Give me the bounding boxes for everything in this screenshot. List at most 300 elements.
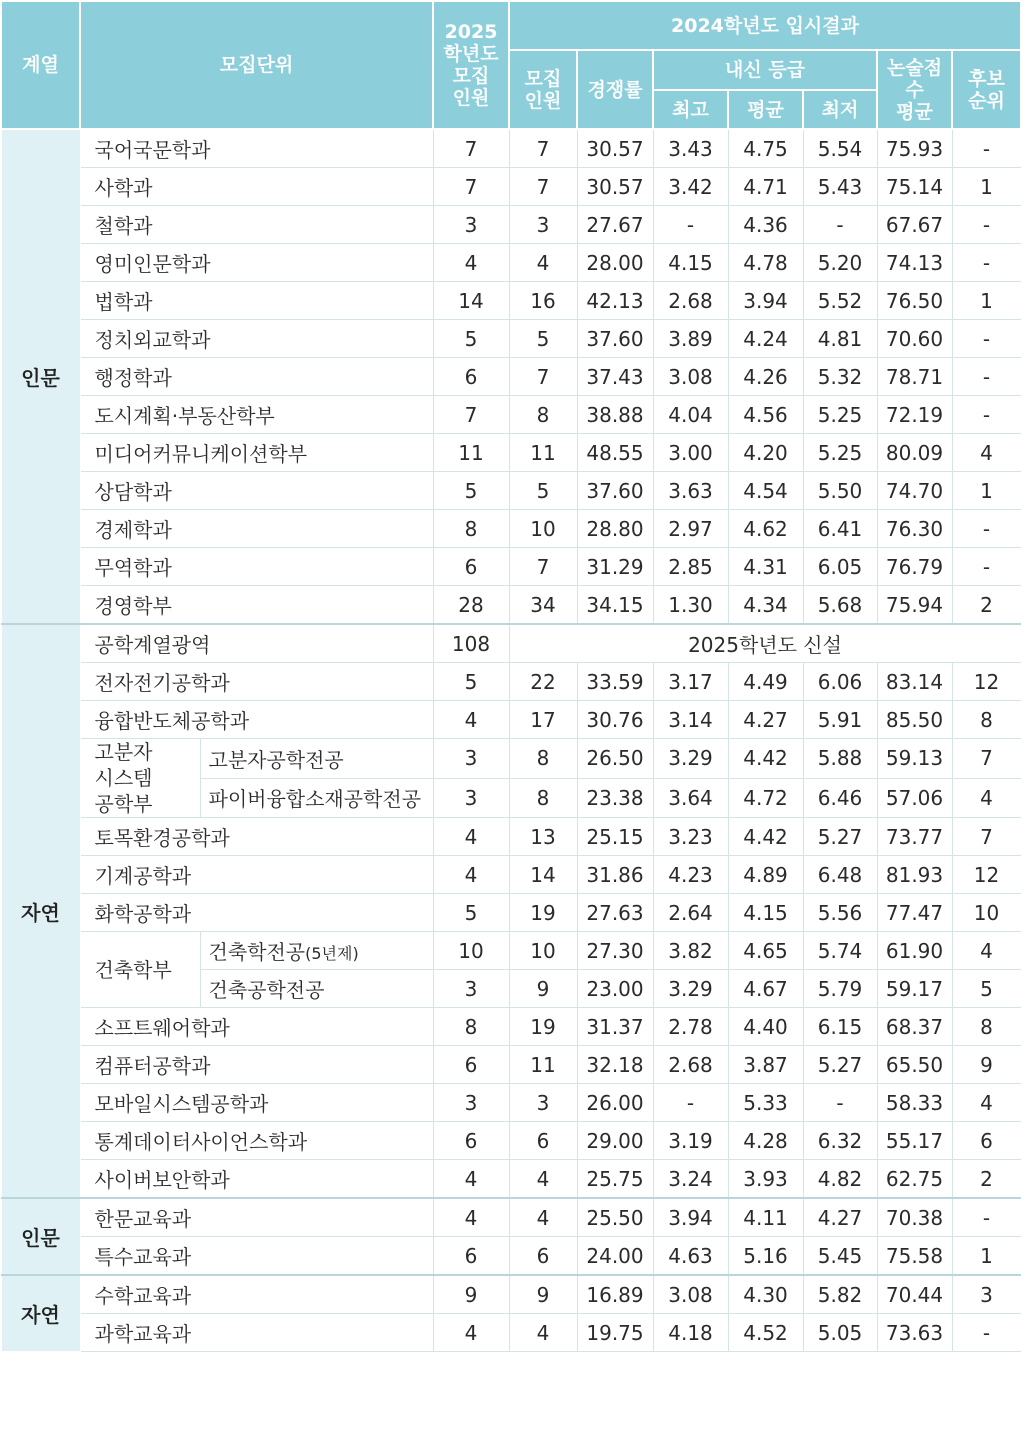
major-cell bbox=[200, 932, 433, 970]
grade-avg-cell: 4.65 bbox=[728, 932, 803, 970]
quota-2025-cell: 3 bbox=[433, 778, 509, 818]
quota-2025-cell: 28 bbox=[433, 586, 509, 625]
grade-max-cell: 3.63 bbox=[653, 472, 728, 510]
grade-max-cell: 3.08 bbox=[653, 1275, 728, 1314]
grade-avg-cell: 4.62 bbox=[728, 510, 803, 548]
unit-cell: 기계공학과 bbox=[80, 856, 433, 894]
header-2024-results: 2024학년도 입시결과 bbox=[509, 1, 1021, 50]
grade-min-cell: 5.56 bbox=[803, 894, 877, 932]
table-row bbox=[1, 1122, 1021, 1160]
grade-max-cell: 2.68 bbox=[653, 282, 728, 320]
grade-max-cell: 3.00 bbox=[653, 434, 728, 472]
grade-avg-cell: 4.42 bbox=[728, 739, 803, 779]
quota-2025-cell: 6 bbox=[433, 1122, 509, 1160]
table-row bbox=[1, 434, 1021, 472]
waitlist-cell: 7 bbox=[952, 739, 1021, 779]
waitlist-cell: 1 bbox=[952, 472, 1021, 510]
quota-2025-cell: 5 bbox=[433, 320, 509, 358]
unit-cell: 국어국문학과 bbox=[80, 129, 433, 168]
grade-avg-cell: 4.72 bbox=[728, 778, 803, 818]
grade-min-cell: 6.41 bbox=[803, 510, 877, 548]
category-cell: 자연 bbox=[1, 1275, 80, 1352]
polymer-department-cell bbox=[80, 739, 200, 818]
table-row bbox=[1, 320, 1021, 358]
grade-min-cell: 5.82 bbox=[803, 1275, 877, 1314]
unit-cell: 한문교육과 bbox=[80, 1198, 433, 1237]
table-row bbox=[1, 244, 1021, 282]
grade-max-cell: 4.23 bbox=[653, 856, 728, 894]
quota-2024-cell: 4 bbox=[509, 1314, 577, 1352]
quota-2024-cell: 8 bbox=[509, 739, 577, 779]
quota-2024-cell: 22 bbox=[509, 663, 577, 701]
header-grade-min: 최저 bbox=[803, 90, 877, 129]
unit-cell: 사학과 bbox=[80, 168, 433, 206]
essay-cell: 70.44 bbox=[877, 1275, 952, 1314]
unit-cell: 철학과 bbox=[80, 206, 433, 244]
quota-2024-cell: 9 bbox=[509, 970, 577, 1008]
grade-min-cell: 5.25 bbox=[803, 434, 877, 472]
quota-2024-cell: 7 bbox=[509, 548, 577, 586]
grade-avg-cell: 4.40 bbox=[728, 1008, 803, 1046]
unit-cell: 무역학과 bbox=[80, 548, 433, 586]
unit-cell: 법학과 bbox=[80, 282, 433, 320]
unit-cell: 정치외교학과 bbox=[80, 320, 433, 358]
table-row bbox=[1, 510, 1021, 548]
quota-2025-cell: 4 bbox=[433, 1314, 509, 1352]
grade-min-cell: 4.82 bbox=[803, 1160, 877, 1199]
waitlist-cell: 8 bbox=[952, 1008, 1021, 1046]
unit-cell: 행정학과 bbox=[80, 358, 433, 396]
essay-cell: 77.47 bbox=[877, 894, 952, 932]
waitlist-cell: - bbox=[952, 1314, 1021, 1352]
grade-max-cell: 1.30 bbox=[653, 586, 728, 625]
grade-max-cell: 3.89 bbox=[653, 320, 728, 358]
quota-2024-cell: 3 bbox=[509, 206, 577, 244]
unit-cell: 미디어커뮤니케이션학부 bbox=[80, 434, 433, 472]
waitlist-cell: - bbox=[952, 510, 1021, 548]
grade-min-cell: 5.68 bbox=[803, 586, 877, 625]
rate-cell: 23.00 bbox=[577, 970, 653, 1008]
rate-cell: 19.75 bbox=[577, 1314, 653, 1352]
waitlist-cell: 9 bbox=[952, 1046, 1021, 1084]
table-row bbox=[1, 586, 1021, 625]
new-program-note: 2025학년도 신설 bbox=[509, 624, 1021, 663]
essay-cell: 72.19 bbox=[877, 396, 952, 434]
grade-avg-cell: 4.11 bbox=[728, 1198, 803, 1237]
waitlist-cell: 4 bbox=[952, 932, 1021, 970]
essay-cell: 74.13 bbox=[877, 244, 952, 282]
rate-cell: 28.00 bbox=[577, 244, 653, 282]
grade-min-cell: 5.74 bbox=[803, 932, 877, 970]
quota-2025-cell: 4 bbox=[433, 818, 509, 856]
table-row bbox=[1, 1275, 1021, 1314]
rate-cell: 29.00 bbox=[577, 1122, 653, 1160]
grade-min-cell: - bbox=[803, 206, 877, 244]
table-row bbox=[1, 1084, 1021, 1122]
grade-avg-cell: 4.15 bbox=[728, 894, 803, 932]
rate-cell: 23.38 bbox=[577, 778, 653, 818]
grade-max-cell: 3.29 bbox=[653, 739, 728, 779]
unit-cell: 사이버보안학과 bbox=[80, 1160, 433, 1199]
essay-cell: 70.60 bbox=[877, 320, 952, 358]
essay-cell: 61.90 bbox=[877, 932, 952, 970]
grade-avg-cell: 4.52 bbox=[728, 1314, 803, 1352]
unit-cell: 전자전기공학과 bbox=[80, 663, 433, 701]
grade-max-cell: 2.64 bbox=[653, 894, 728, 932]
quota-2024-cell: 7 bbox=[509, 129, 577, 168]
grade-avg-cell: 4.78 bbox=[728, 244, 803, 282]
waitlist-cell: 4 bbox=[952, 434, 1021, 472]
essay-cell: 74.70 bbox=[877, 472, 952, 510]
grade-max-cell: 4.15 bbox=[653, 244, 728, 282]
unit-cell: 도시계획·부동산학부 bbox=[80, 396, 433, 434]
grade-avg-cell: 4.67 bbox=[728, 970, 803, 1008]
quota-2025-cell: 11 bbox=[433, 434, 509, 472]
grade-min-cell: 4.27 bbox=[803, 1198, 877, 1237]
rate-cell: 30.57 bbox=[577, 129, 653, 168]
waitlist-cell: 12 bbox=[952, 856, 1021, 894]
header-essay bbox=[877, 50, 952, 129]
department-name-line: 고분자 bbox=[94, 740, 153, 764]
rate-cell: 24.00 bbox=[577, 1237, 653, 1276]
waitlist-cell: 6 bbox=[952, 1122, 1021, 1160]
rate-cell: 25.75 bbox=[577, 1160, 653, 1199]
header-quota-line: 모집 bbox=[524, 67, 562, 90]
essay-cell: 75.93 bbox=[877, 129, 952, 168]
quota-2024-cell: 16 bbox=[509, 282, 577, 320]
grade-avg-cell: 4.34 bbox=[728, 586, 803, 625]
quota-2025-cell: 9 bbox=[433, 1275, 509, 1314]
waitlist-cell: 3 bbox=[952, 1275, 1021, 1314]
waitlist-cell: 8 bbox=[952, 701, 1021, 739]
grade-max-cell: 3.19 bbox=[653, 1122, 728, 1160]
table-row bbox=[1, 701, 1021, 739]
unit-cell: 경제학과 bbox=[80, 510, 433, 548]
waitlist-cell: 4 bbox=[952, 1084, 1021, 1122]
essay-cell: 81.93 bbox=[877, 856, 952, 894]
grade-max-cell: 2.68 bbox=[653, 1046, 728, 1084]
waitlist-cell: 12 bbox=[952, 663, 1021, 701]
quota-2025-cell: 6 bbox=[433, 1046, 509, 1084]
quota-2025-cell: 3 bbox=[433, 970, 509, 1008]
rate-cell: 16.89 bbox=[577, 1275, 653, 1314]
quota-2024-cell: 14 bbox=[509, 856, 577, 894]
major-note: (5년제) bbox=[305, 944, 359, 963]
unit-cell: 소프트웨어학과 bbox=[80, 1008, 433, 1046]
rate-cell: 25.50 bbox=[577, 1198, 653, 1237]
table-row bbox=[1, 206, 1021, 244]
grade-max-cell: 2.97 bbox=[653, 510, 728, 548]
grade-min-cell: 5.25 bbox=[803, 396, 877, 434]
header-2025-quota bbox=[433, 1, 509, 129]
table-row bbox=[1, 932, 1021, 970]
major-cell: 파이버융합소재공학전공 bbox=[200, 778, 433, 818]
quota-2025-cell: 10 bbox=[433, 932, 509, 970]
waitlist-cell: - bbox=[952, 358, 1021, 396]
table-row bbox=[1, 1008, 1021, 1046]
grade-avg-cell: 4.71 bbox=[728, 168, 803, 206]
essay-cell: 78.71 bbox=[877, 358, 952, 396]
essay-cell: 70.38 bbox=[877, 1198, 952, 1237]
header-waitlist-line: 순위 bbox=[968, 89, 1005, 112]
rate-cell: 34.15 bbox=[577, 586, 653, 625]
grade-min-cell: 5.88 bbox=[803, 739, 877, 779]
rate-cell: 28.80 bbox=[577, 510, 653, 548]
waitlist-cell: 1 bbox=[952, 282, 1021, 320]
quota-2025-cell: 14 bbox=[433, 282, 509, 320]
category-cell: 인문 bbox=[1, 129, 80, 624]
header-waitlist-line: 후보 bbox=[968, 67, 1005, 90]
quota-2024-cell: 6 bbox=[509, 1122, 577, 1160]
grade-max-cell: - bbox=[653, 206, 728, 244]
grade-avg-cell: 4.30 bbox=[728, 1275, 803, 1314]
quota-2025-cell: 4 bbox=[433, 1160, 509, 1199]
header-rate: 경쟁률 bbox=[577, 50, 653, 129]
quota-2025-cell: 5 bbox=[433, 894, 509, 932]
waitlist-cell: - bbox=[952, 396, 1021, 434]
grade-max-cell: 4.63 bbox=[653, 1237, 728, 1276]
grade-min-cell: 5.79 bbox=[803, 970, 877, 1008]
major-cell bbox=[200, 970, 433, 1008]
grade-max-cell: 3.94 bbox=[653, 1198, 728, 1237]
grade-max-cell: 4.18 bbox=[653, 1314, 728, 1352]
grade-min-cell: 6.05 bbox=[803, 548, 877, 586]
header-essay-line: 평균 bbox=[896, 100, 933, 123]
unit-cell: 상담학과 bbox=[80, 472, 433, 510]
quota-2025-cell: 8 bbox=[433, 510, 509, 548]
essay-cell: 76.50 bbox=[877, 282, 952, 320]
rate-cell: 31.37 bbox=[577, 1008, 653, 1046]
table-row bbox=[1, 129, 1021, 168]
header-2025-quota-line: 인원 bbox=[452, 87, 490, 109]
grade-avg-cell: 4.56 bbox=[728, 396, 803, 434]
quota-2025-cell: 6 bbox=[433, 1237, 509, 1276]
rate-cell: 37.60 bbox=[577, 320, 653, 358]
grade-max-cell: 3.42 bbox=[653, 168, 728, 206]
header-category: 계열 bbox=[1, 1, 80, 129]
major-name: 건축학전공 bbox=[208, 940, 306, 964]
table-row bbox=[1, 739, 1021, 779]
quota-2024-cell: 5 bbox=[509, 320, 577, 358]
grade-max-cell: 3.64 bbox=[653, 778, 728, 818]
rate-cell: 42.13 bbox=[577, 282, 653, 320]
grade-min-cell: 4.81 bbox=[803, 320, 877, 358]
quota-2025-cell: 6 bbox=[433, 358, 509, 396]
quota-2025-cell: 7 bbox=[433, 129, 509, 168]
header-2025-quota-line: 2025 bbox=[444, 21, 498, 43]
grade-min-cell: 5.27 bbox=[803, 1046, 877, 1084]
essay-cell: 57.06 bbox=[877, 778, 952, 818]
essay-cell: 73.63 bbox=[877, 1314, 952, 1352]
header-grade-group: 내신 등급 bbox=[653, 50, 877, 90]
grade-min-cell: 6.48 bbox=[803, 856, 877, 894]
department-name-line: 공학부 bbox=[94, 792, 153, 816]
essay-cell: 80.09 bbox=[877, 434, 952, 472]
header-2025-quota-line: 학년도 bbox=[443, 43, 499, 65]
essay-cell: 76.30 bbox=[877, 510, 952, 548]
grade-max-cell: 3.29 bbox=[653, 970, 728, 1008]
table-row bbox=[1, 1314, 1021, 1352]
unit-cell: 통계데이터사이언스학과 bbox=[80, 1122, 433, 1160]
essay-cell: 75.94 bbox=[877, 586, 952, 625]
waitlist-cell: - bbox=[952, 1198, 1021, 1237]
major-cell: 고분자공학전공 bbox=[200, 739, 433, 779]
header-grade-max: 최고 bbox=[653, 90, 728, 129]
essay-cell: 68.37 bbox=[877, 1008, 952, 1046]
grade-avg-cell: 3.93 bbox=[728, 1160, 803, 1199]
grade-min-cell: 5.32 bbox=[803, 358, 877, 396]
waitlist-cell: - bbox=[952, 206, 1021, 244]
table-row bbox=[1, 856, 1021, 894]
header-essay-line: 논술점수 bbox=[886, 56, 943, 101]
quota-2025-cell: 3 bbox=[433, 206, 509, 244]
rate-cell: 27.63 bbox=[577, 894, 653, 932]
grade-avg-cell: 4.42 bbox=[728, 818, 803, 856]
table-row bbox=[1, 624, 1021, 663]
quota-2024-cell: 4 bbox=[509, 1198, 577, 1237]
grade-avg-cell: 4.75 bbox=[728, 129, 803, 168]
grade-max-cell: 3.24 bbox=[653, 1160, 728, 1199]
category-cell: 자연 bbox=[1, 624, 80, 1198]
waitlist-cell: 10 bbox=[952, 894, 1021, 932]
waitlist-cell: 7 bbox=[952, 818, 1021, 856]
grade-avg-cell: 4.20 bbox=[728, 434, 803, 472]
quota-2024-cell: 9 bbox=[509, 1275, 577, 1314]
rate-cell: 27.67 bbox=[577, 206, 653, 244]
grade-max-cell: 4.04 bbox=[653, 396, 728, 434]
table-row bbox=[1, 358, 1021, 396]
table-row bbox=[1, 1198, 1021, 1237]
grade-min-cell: 5.20 bbox=[803, 244, 877, 282]
unit-cell: 융합반도체공학과 bbox=[80, 701, 433, 739]
quota-2024-cell: 17 bbox=[509, 701, 577, 739]
rate-cell: 33.59 bbox=[577, 663, 653, 701]
rate-cell: 30.76 bbox=[577, 701, 653, 739]
quota-2024-cell: 3 bbox=[509, 1084, 577, 1122]
waitlist-cell: - bbox=[952, 548, 1021, 586]
waitlist-cell: 1 bbox=[952, 168, 1021, 206]
rate-cell: 26.50 bbox=[577, 739, 653, 779]
rate-cell: 30.57 bbox=[577, 168, 653, 206]
quota-2025-cell: 6 bbox=[433, 548, 509, 586]
essay-cell: 76.79 bbox=[877, 548, 952, 586]
rate-cell: 31.86 bbox=[577, 856, 653, 894]
waitlist-cell: 5 bbox=[952, 970, 1021, 1008]
grade-min-cell: 5.50 bbox=[803, 472, 877, 510]
table-row bbox=[1, 472, 1021, 510]
header-quota-line: 인원 bbox=[524, 89, 562, 112]
grade-max-cell: 3.82 bbox=[653, 932, 728, 970]
rate-cell: 38.88 bbox=[577, 396, 653, 434]
table-row bbox=[1, 1237, 1021, 1276]
unit-cell: 수학교육과 bbox=[80, 1275, 433, 1314]
grade-min-cell: 6.32 bbox=[803, 1122, 877, 1160]
grade-avg-cell: 4.54 bbox=[728, 472, 803, 510]
grade-avg-cell: 4.49 bbox=[728, 663, 803, 701]
quota-2024-cell: 34 bbox=[509, 586, 577, 625]
header-unit: 모집단위 bbox=[80, 1, 433, 129]
waitlist-cell: - bbox=[952, 244, 1021, 282]
header-waitlist bbox=[952, 50, 1021, 129]
unit-cell: 모바일시스템공학과 bbox=[80, 1084, 433, 1122]
grade-max-cell: - bbox=[653, 1084, 728, 1122]
waitlist-cell: - bbox=[952, 320, 1021, 358]
rate-cell: 25.15 bbox=[577, 818, 653, 856]
grade-max-cell: 3.17 bbox=[653, 663, 728, 701]
grade-max-cell: 3.23 bbox=[653, 818, 728, 856]
table-row bbox=[1, 168, 1021, 206]
grade-min-cell: 5.91 bbox=[803, 701, 877, 739]
architecture-department-cell: 건축학부 bbox=[80, 932, 200, 1008]
header-2025-quota-line: 모집 bbox=[452, 65, 490, 87]
header-quota bbox=[509, 50, 577, 129]
quota-2025-cell: 5 bbox=[433, 663, 509, 701]
essay-cell: 75.58 bbox=[877, 1237, 952, 1276]
quota-2025-cell: 7 bbox=[433, 168, 509, 206]
rate-cell: 37.60 bbox=[577, 472, 653, 510]
major-name: 건축공학전공 bbox=[208, 978, 325, 1002]
grade-max-cell: 3.08 bbox=[653, 358, 728, 396]
unit-cell: 영미인문학과 bbox=[80, 244, 433, 282]
quota-2024-cell: 10 bbox=[509, 932, 577, 970]
grade-min-cell: - bbox=[803, 1084, 877, 1122]
table-row bbox=[1, 548, 1021, 586]
rate-cell: 32.18 bbox=[577, 1046, 653, 1084]
unit-cell: 공학계열광역 bbox=[80, 624, 433, 663]
quota-2025-cell: 5 bbox=[433, 472, 509, 510]
header-grade-avg: 평균 bbox=[728, 90, 803, 129]
table-row bbox=[1, 818, 1021, 856]
grade-min-cell: 6.15 bbox=[803, 1008, 877, 1046]
table-row bbox=[1, 663, 1021, 701]
essay-cell: 55.17 bbox=[877, 1122, 952, 1160]
quota-2025-cell: 3 bbox=[433, 1084, 509, 1122]
rate-cell: 48.55 bbox=[577, 434, 653, 472]
essay-cell: 58.33 bbox=[877, 1084, 952, 1122]
table-row bbox=[1, 1160, 1021, 1199]
table-row bbox=[1, 282, 1021, 320]
quota-2024-cell: 19 bbox=[509, 1008, 577, 1046]
quota-2024-cell: 11 bbox=[509, 434, 577, 472]
grade-max-cell: 3.14 bbox=[653, 701, 728, 739]
grade-min-cell: 5.45 bbox=[803, 1237, 877, 1276]
quota-2024-cell: 8 bbox=[509, 778, 577, 818]
quota-2025-cell: 8 bbox=[433, 1008, 509, 1046]
grade-min-cell: 5.54 bbox=[803, 129, 877, 168]
grade-avg-cell: 3.87 bbox=[728, 1046, 803, 1084]
quota-2025-cell: 4 bbox=[433, 1198, 509, 1237]
grade-min-cell: 5.52 bbox=[803, 282, 877, 320]
grade-max-cell: 2.85 bbox=[653, 548, 728, 586]
quota-2025-cell: 4 bbox=[433, 701, 509, 739]
quota-2024-cell: 11 bbox=[509, 1046, 577, 1084]
grade-avg-cell: 4.27 bbox=[728, 701, 803, 739]
quota-2025-cell: 108 bbox=[433, 624, 509, 663]
unit-cell: 특수교육과 bbox=[80, 1237, 433, 1276]
grade-min-cell: 5.43 bbox=[803, 168, 877, 206]
unit-cell: 과학교육과 bbox=[80, 1314, 433, 1352]
unit-cell: 화학공학과 bbox=[80, 894, 433, 932]
waitlist-cell: 2 bbox=[952, 586, 1021, 625]
quota-2024-cell: 13 bbox=[509, 818, 577, 856]
quota-2024-cell: 19 bbox=[509, 894, 577, 932]
waitlist-cell: 4 bbox=[952, 778, 1021, 818]
table-row bbox=[1, 396, 1021, 434]
grade-avg-cell: 4.26 bbox=[728, 358, 803, 396]
quota-2024-cell: 6 bbox=[509, 1237, 577, 1276]
essay-cell: 62.75 bbox=[877, 1160, 952, 1199]
grade-avg-cell: 4.28 bbox=[728, 1122, 803, 1160]
